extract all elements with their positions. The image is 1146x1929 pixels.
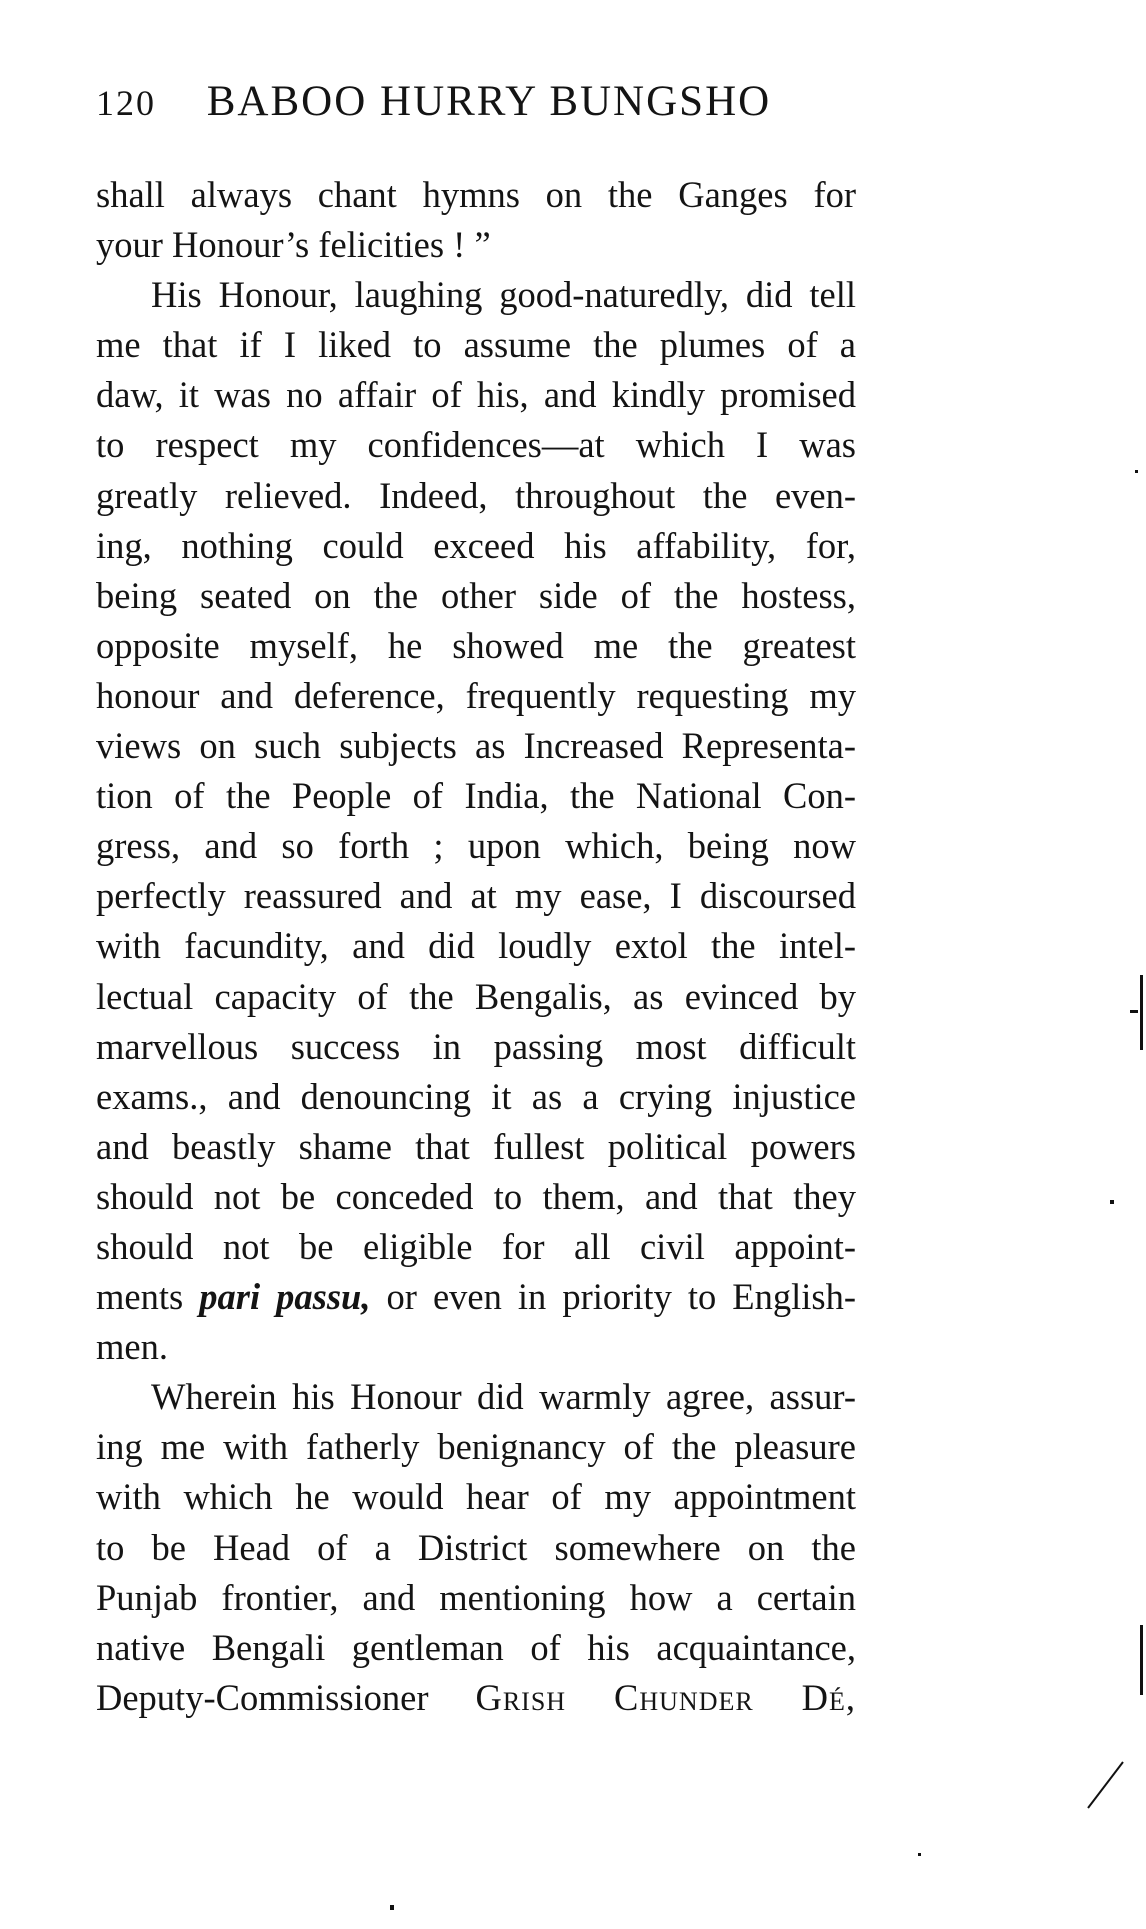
margin-dot — [1135, 470, 1138, 473]
margin-bar — [1140, 1625, 1143, 1695]
text-line-with-smallcaps — [96, 1673, 856, 1723]
paragraph-end-line: men. — [96, 1326, 168, 1368]
text-line: ing, nothing could exceed his affability, for, — [96, 524, 856, 566]
text-line: should not be eligible for all civil appoint- — [96, 1225, 856, 1267]
text-line: exams., and denouncing it as a crying injustice — [96, 1075, 856, 1117]
text-line: views on such subjects as Increased Representa- — [96, 725, 856, 767]
text-line: tion of the People of India, the National Con- — [96, 775, 856, 817]
page-number: 120 — [96, 83, 156, 123]
bottom-dot — [390, 1905, 394, 1910]
smallcaps-name: Grish Chunder Dé, — [475, 1676, 857, 1718]
text-line: your Honour’s felicities ! ” — [96, 224, 491, 266]
text-fragment: Deputy-Commissioner — [96, 1676, 476, 1718]
text-line: Punjab frontier, and mentioning how a certain — [96, 1576, 856, 1618]
text-line: gress, and so forth ; upon which, being now — [96, 825, 856, 867]
text-line: to respect my confidences—at which I was — [96, 424, 856, 466]
paragraph-start-line: Wherein his Honour did warmly agree, assur- — [151, 1376, 856, 1418]
italic-phrase: pari passu, — [199, 1276, 371, 1318]
margin-dot — [1110, 1200, 1114, 1204]
text-line: ing me with fatherly benignancy of the pleasure — [96, 1426, 856, 1468]
margin-bar — [1140, 975, 1143, 1050]
text-line: perfectly reassured and at my ease, I discoursed — [96, 875, 856, 917]
text-line: marvellous success in passing most difficult — [96, 1025, 856, 1067]
text-line: native Bengali gentleman of his acquaintance, — [96, 1626, 856, 1668]
text-fragment: or even in priority to English- — [370, 1276, 856, 1318]
text-line: with facundity, and did loudly extol the intel- — [96, 925, 856, 967]
text-fragment: ments — [96, 1276, 200, 1318]
text-line: to be Head of a District somewhere on the — [96, 1526, 856, 1568]
text-line: should not be conceded to them, and that they — [96, 1175, 856, 1217]
running-title: BABOO HURRY BUNGSHO — [206, 78, 772, 125]
text-line: lectual capacity of the Bengalis, as evinced by — [96, 975, 856, 1017]
text-line-with-italic — [96, 1272, 856, 1322]
text-line: greatly relieved. Indeed, throughout the even- — [96, 474, 856, 516]
text-line: honour and deference, frequently requesting my — [96, 674, 856, 716]
text-line: and beastly shame that fullest political powers — [96, 1125, 856, 1167]
text-line: opposite myself, he showed me the greatest — [96, 624, 856, 666]
text-line: me that if I liked to assume the plumes of a — [96, 324, 856, 366]
margin-dot — [918, 1853, 921, 1856]
body-text — [96, 170, 856, 1723]
text-line: daw, it was no affair of his, and kindly promised — [96, 374, 856, 416]
paragraph-start-line: His Honour, laughing good-naturedly, did tell — [151, 274, 856, 316]
text-line: shall always chant hymns on the Ganges for — [96, 174, 856, 215]
margin-slash — [1085, 1760, 1125, 1810]
text-line: with which he would hear of my appointment — [96, 1476, 856, 1518]
margin-dash — [1130, 1010, 1138, 1013]
page-header — [96, 72, 926, 132]
text-line: being seated on the other side of the hostess, — [96, 574, 856, 616]
